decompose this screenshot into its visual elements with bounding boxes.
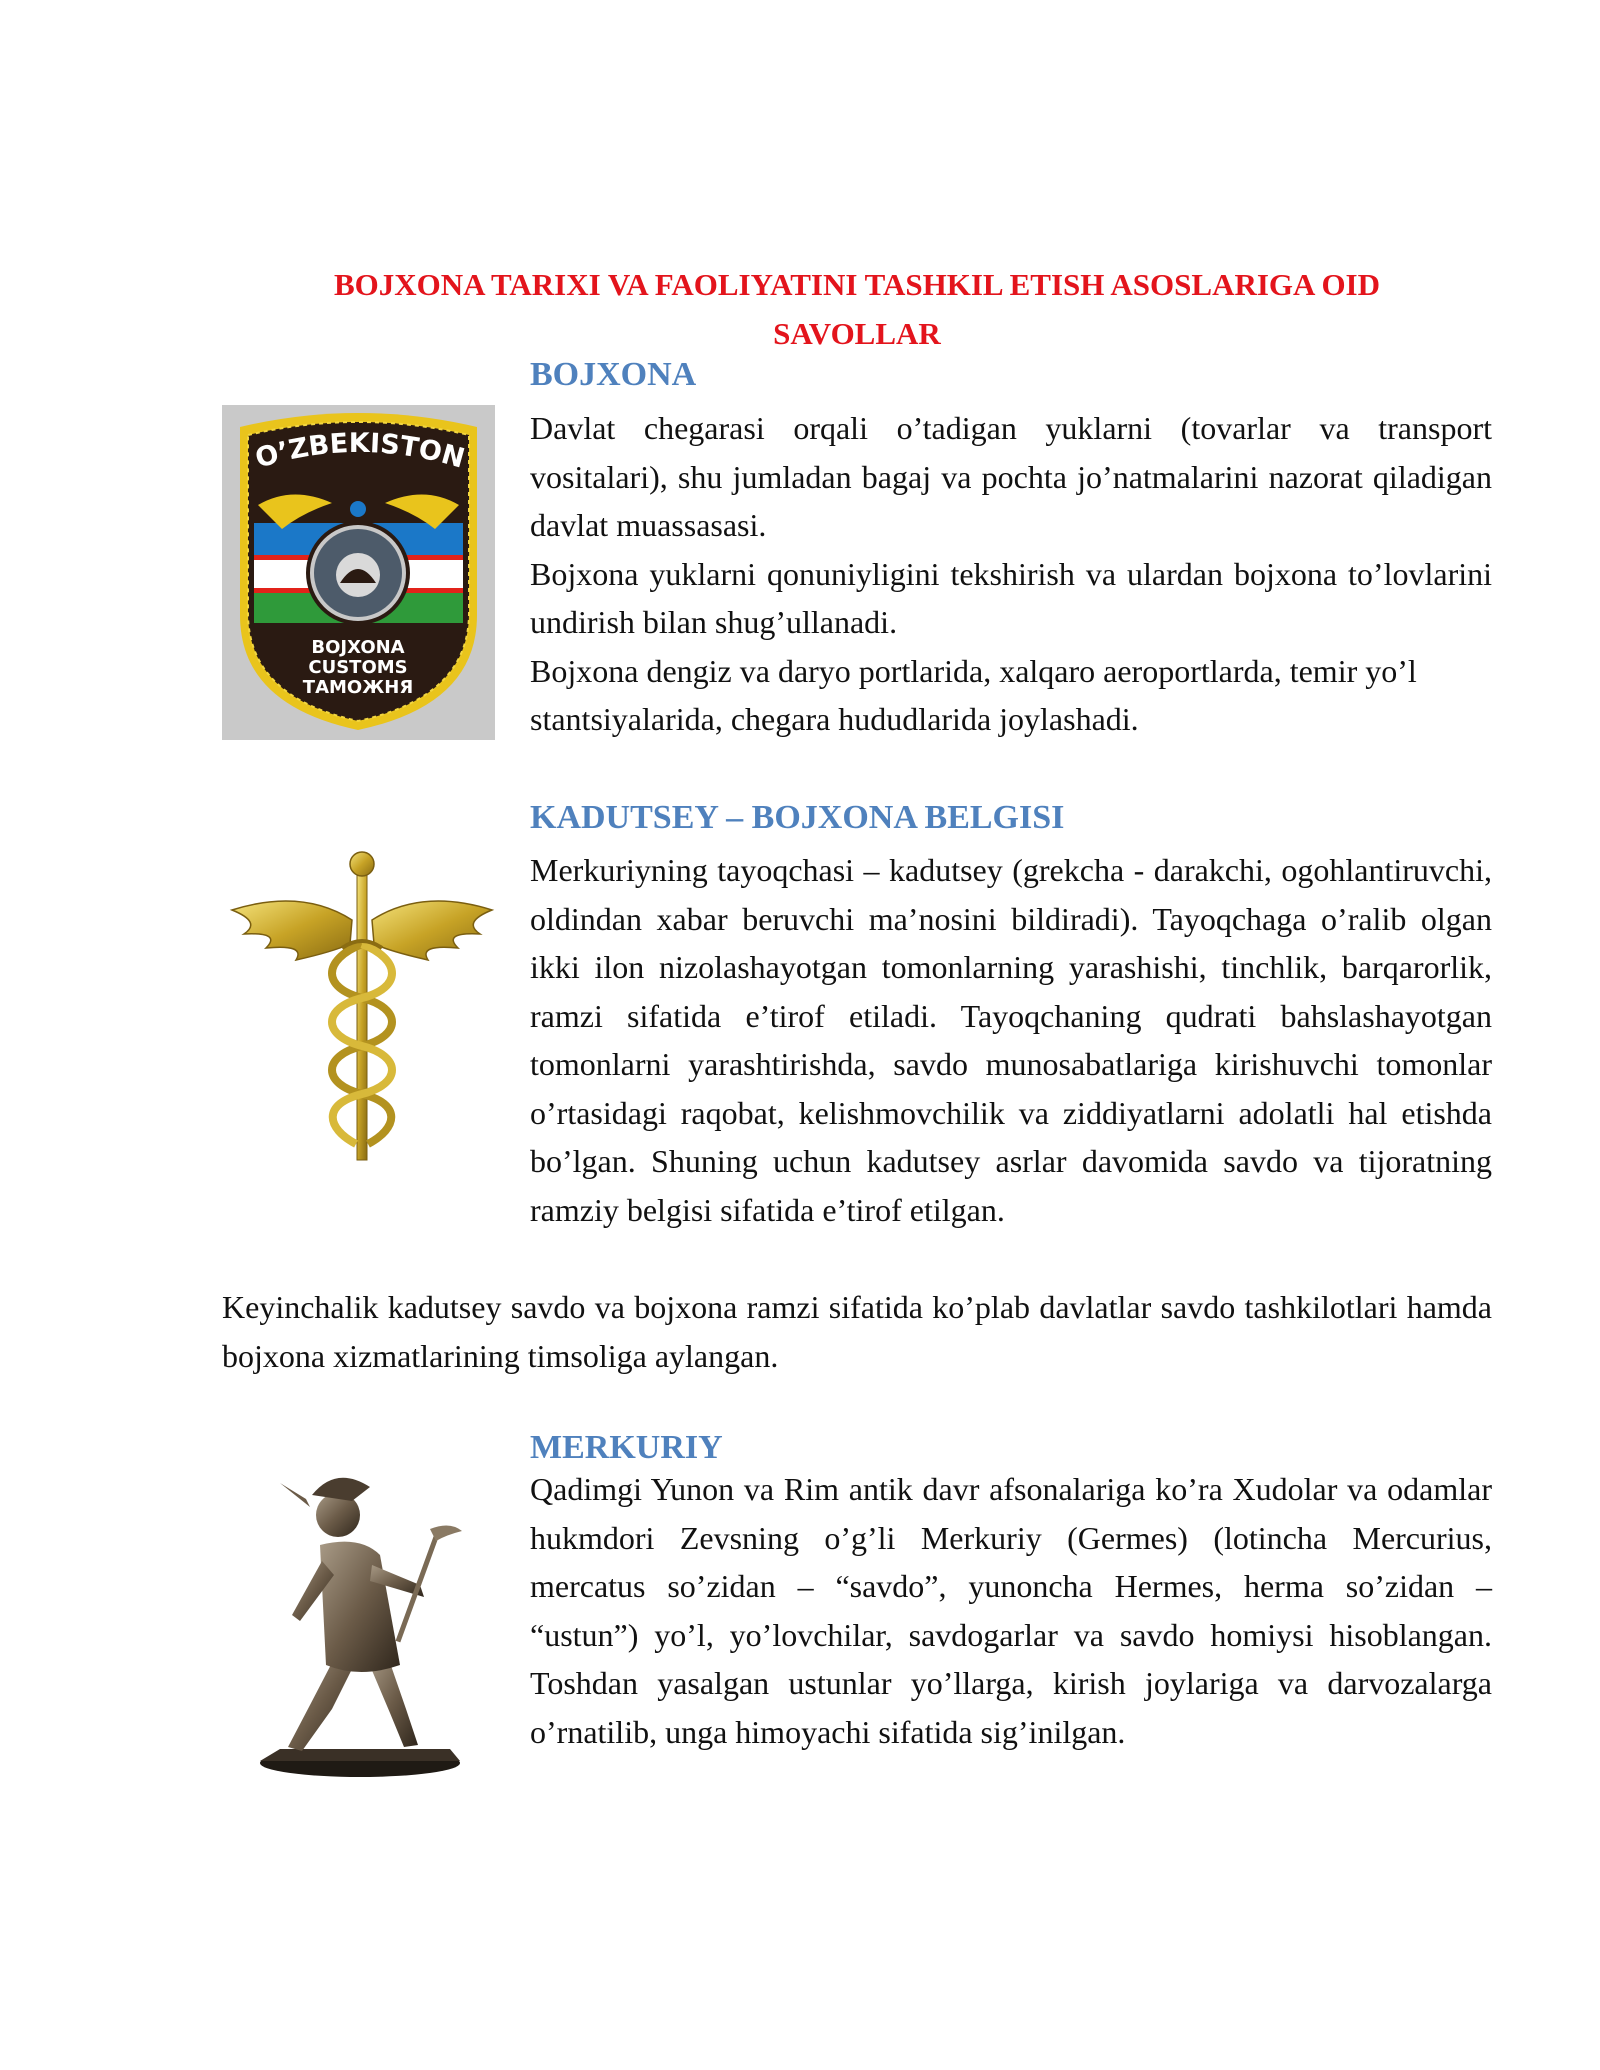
- patch-bottom-text-3: ТАМОЖНЯ: [302, 677, 414, 698]
- section-body-bojxona: [530, 404, 1492, 744]
- page-title: [222, 260, 1492, 358]
- customs-patch-image: [222, 405, 495, 740]
- caduceus-image: [222, 848, 502, 1178]
- page-title-line-1: BOJXONA TARIXI VA FAOLIYATINI TASHKIL ETISH ASOSLARIGA OID: [333, 267, 1381, 302]
- patch-top-text: O’ZBEKISTON: [251, 427, 468, 475]
- section-heading-merkuriy: MERKURIY: [530, 1429, 723, 1466]
- paragraph: Bojxona yuklarni qonuniyligini tekshirish va ulardan bojxona to’lovlarini undirish bilan shug’ullanadi.: [530, 555, 1492, 640]
- section-heading-kadutsey: KADUTSEY – BOJXONA BELGISI: [530, 799, 1065, 836]
- patch-bottom-text-1: BOJXONA: [311, 637, 405, 658]
- page-title-line-2: SAVOLLAR: [773, 316, 941, 351]
- mercury-statue-image: [240, 1465, 490, 1785]
- kadutsey-continuation: Keyinchalik kadutsey savdo va bojxona ramzi sifatida ko’plab davlatlar savdo tashkilotlari hamda bojxona xizmatlarining timsoliga aylangan.: [222, 1289, 1492, 1374]
- section-body-kadutsey: [530, 846, 1492, 1234]
- patch-bottom-text-2: CUSTOMS: [308, 657, 408, 678]
- section-heading-bojxona: BOJXONA: [530, 356, 697, 393]
- paragraph: Davlat chegarasi orqali o’tadigan yuklarni (tovarlar va transport vositalari), shu jumladan bagaj va pochta jo’natmalarini nazorat qiladigan davlat muassasasi.: [530, 410, 1492, 543]
- paragraph: Qadimgi Yunon va Rim antik davr afsonalariga ko’ra Xudolar va odamlar hukmdori Zevsning o’g’li Merkuriy (Germes) (lotincha Mercurius, mercatus so’zidan – “savdo”, yunoncha Hermes, herma so’zidan – “ustun”) yo’l, yo’lovchilar, savdogarlar va savdo homiysi hisoblangan. Toshdan yasalgan ustunlar yo’llarga, kirish joylariga va darvozalarga o’rnatilib, unga himoyachi sifatida sig’inilgan.: [530, 1471, 1492, 1750]
- paragraph: Bojxona dengiz va daryo portlarida, xalqaro aeroportlarda, temir yo’l stantsiyalarida, chegara hududlarida joylashadi.: [530, 652, 1417, 737]
- paragraph: Merkuriyning tayoqchasi – kadutsey (grekcha - darakchi, ogohlantiruvchi, oldindan xabar beruvchi ma’nosini bildiradi). Tayoqchaga o’ralib olgan ikki ilon nizolashayotgan tomonlarning yarashishi, tinchlik, barqarorlik, ramzi sifatida e’tirof etiladi. Tayoqchaning qudrati bahslashayotgan tomonlarni yarashtirishda, savdo munosabatlariga kirishuvchi tomonlar o’rtasidagi raqobat, kelishmovchilik va ziddiyatlarni adolatli hal etishda bo’lgan. Shuning uchun kadutsey asrlar davomida savdo va tijoratning ramziy belgisi sifatida e’tirof etilgan.: [530, 852, 1492, 1228]
- section-body-merkuriy: [530, 1465, 1492, 1756]
